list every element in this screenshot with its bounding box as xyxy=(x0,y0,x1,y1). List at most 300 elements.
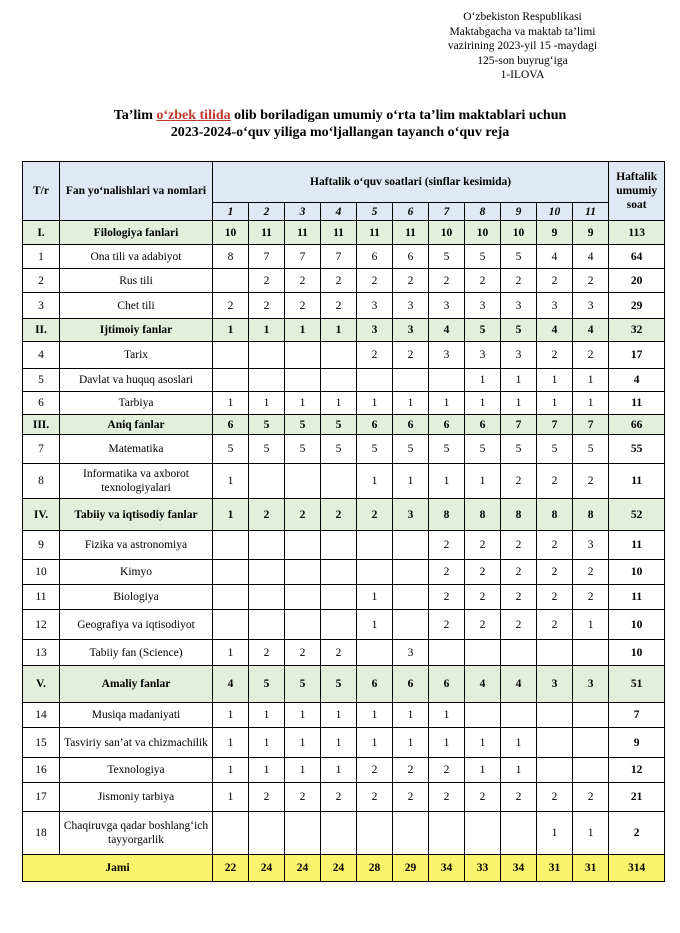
subject-row xyxy=(23,560,665,585)
hours-class-5: 3 xyxy=(357,293,393,319)
class-header-9: 9 xyxy=(501,203,537,221)
hours-class-1: 1 xyxy=(213,783,249,812)
subject-name: Informatika va axborot texnologiyalari xyxy=(60,464,213,499)
hours-class-2: 1 xyxy=(249,758,285,783)
hours-class-9: 1 xyxy=(501,369,537,392)
hours-class-9: 1 xyxy=(501,392,537,415)
hours-class-6: 6 xyxy=(393,415,429,435)
hours-class-3: 5 xyxy=(285,666,321,703)
hours-class-8: 5 xyxy=(465,319,501,342)
subject-name: Chaqiruvga qadar boshlang‘ich tayyorgarlik xyxy=(60,812,213,855)
hours-class-1: 2 xyxy=(213,293,249,319)
row-number: 3 xyxy=(23,293,60,319)
category-row xyxy=(23,319,665,342)
subject-name: Musiqa madaniyati xyxy=(60,703,213,728)
grand-total-class-10: 31 xyxy=(537,855,573,882)
hours-class-1: 1 xyxy=(213,464,249,499)
subject-name: Geografiya va iqtisodiyot xyxy=(60,610,213,640)
hours-class-3: 2 xyxy=(285,783,321,812)
hours-class-3 xyxy=(285,342,321,369)
hours-class-6: 3 xyxy=(393,293,429,319)
hours-class-3: 11 xyxy=(285,221,321,245)
header-num: T/r xyxy=(23,162,60,221)
grand-total-label: Jami xyxy=(23,855,213,882)
subject-row xyxy=(23,783,665,812)
hours-class-11 xyxy=(573,640,609,666)
hours-class-7: 2 xyxy=(429,758,465,783)
hours-class-5: 2 xyxy=(357,342,393,369)
hours-class-11: 4 xyxy=(573,319,609,342)
hours-class-4 xyxy=(321,369,357,392)
hours-class-3 xyxy=(285,560,321,585)
hours-class-10: 2 xyxy=(537,269,573,293)
hours-class-1 xyxy=(213,369,249,392)
hours-class-4: 2 xyxy=(321,269,357,293)
hours-class-11: 5 xyxy=(573,435,609,464)
row-number: IV. xyxy=(23,499,60,531)
hours-class-8: 1 xyxy=(465,369,501,392)
subject-name: Davlat va huquq asoslari xyxy=(60,369,213,392)
subject-row xyxy=(23,245,665,269)
hours-class-6: 1 xyxy=(393,703,429,728)
hours-class-8: 5 xyxy=(465,245,501,269)
hours-class-2: 7 xyxy=(249,245,285,269)
hours-class-1: 1 xyxy=(213,392,249,415)
row-number: 13 xyxy=(23,640,60,666)
hours-class-11 xyxy=(573,758,609,783)
hours-class-10: 1 xyxy=(537,392,573,415)
hours-class-10: 2 xyxy=(537,531,573,560)
hours-class-10: 1 xyxy=(537,812,573,855)
hours-class-10 xyxy=(537,728,573,758)
hours-class-6 xyxy=(393,369,429,392)
hours-class-1: 1 xyxy=(213,758,249,783)
row-number: III. xyxy=(23,415,60,435)
hours-class-8 xyxy=(465,640,501,666)
hours-class-6 xyxy=(393,610,429,640)
hours-class-5: 6 xyxy=(357,666,393,703)
hours-class-9: 3 xyxy=(501,293,537,319)
subject-row xyxy=(23,585,665,610)
hours-class-9: 5 xyxy=(501,319,537,342)
hours-class-1: 10 xyxy=(213,221,249,245)
hours-class-7: 2 xyxy=(429,531,465,560)
hours-class-1 xyxy=(213,560,249,585)
note-line-2: Maktabgacha va maktab ta’limi xyxy=(449,25,596,38)
hours-class-8 xyxy=(465,703,501,728)
hours-class-7: 2 xyxy=(429,783,465,812)
grand-total-class-7: 34 xyxy=(429,855,465,882)
hours-class-2: 5 xyxy=(249,666,285,703)
hours-class-7: 8 xyxy=(429,499,465,531)
hours-class-4 xyxy=(321,812,357,855)
hours-class-4: 5 xyxy=(321,666,357,703)
hours-class-2: 1 xyxy=(249,392,285,415)
hours-class-2 xyxy=(249,585,285,610)
note-line-5: 1-ILOVA xyxy=(500,69,545,81)
hours-class-11: 3 xyxy=(573,666,609,703)
hours-class-10: 1 xyxy=(537,369,573,392)
note-line-3: vazirining 2023-yil 15 -maydagi xyxy=(447,40,598,52)
weekly-total: 64 xyxy=(609,245,665,269)
hours-class-7: 5 xyxy=(429,245,465,269)
hours-class-2 xyxy=(249,342,285,369)
hours-class-7: 1 xyxy=(429,392,465,415)
row-number: 11 xyxy=(23,585,60,610)
hours-class-10: 2 xyxy=(537,560,573,585)
hours-class-5 xyxy=(357,531,393,560)
hours-class-4: 7 xyxy=(321,245,357,269)
hours-class-3: 1 xyxy=(285,703,321,728)
hours-class-7 xyxy=(429,369,465,392)
hours-class-5 xyxy=(357,560,393,585)
hours-class-3: 1 xyxy=(285,319,321,342)
hours-class-6: 2 xyxy=(393,783,429,812)
row-number: V. xyxy=(23,666,60,703)
hours-class-4: 5 xyxy=(321,435,357,464)
hours-class-2: 2 xyxy=(249,269,285,293)
hours-class-5 xyxy=(357,640,393,666)
hours-class-6: 2 xyxy=(393,342,429,369)
hours-class-6: 2 xyxy=(393,758,429,783)
hours-class-8: 10 xyxy=(465,221,501,245)
hours-class-3: 5 xyxy=(285,435,321,464)
class-header-1: 1 xyxy=(213,203,249,221)
hours-class-11: 2 xyxy=(573,783,609,812)
hours-class-5 xyxy=(357,812,393,855)
hours-class-6 xyxy=(393,560,429,585)
class-header-5: 5 xyxy=(357,203,393,221)
row-number: 2 xyxy=(23,269,60,293)
hours-class-10 xyxy=(537,703,573,728)
hours-class-4 xyxy=(321,585,357,610)
header-weekly-total: Haftalik umumiy soat xyxy=(609,162,665,221)
title-part-2: olib boriladigan umumiy o‘rta ta’lim maktablari uchun xyxy=(230,108,567,123)
subject-row xyxy=(23,342,665,369)
hours-class-8: 2 xyxy=(465,560,501,585)
order-reference-note xyxy=(420,10,625,83)
hours-class-8: 4 xyxy=(465,666,501,703)
hours-class-1: 4 xyxy=(213,666,249,703)
table-header-row xyxy=(23,162,665,203)
hours-class-7 xyxy=(429,640,465,666)
hours-class-8: 1 xyxy=(465,464,501,499)
hours-class-2: 1 xyxy=(249,728,285,758)
hours-class-8 xyxy=(465,812,501,855)
hours-class-7: 1 xyxy=(429,464,465,499)
category-row xyxy=(23,499,665,531)
hours-class-11: 9 xyxy=(573,221,609,245)
hours-class-1: 8 xyxy=(213,245,249,269)
weekly-total: 51 xyxy=(609,666,665,703)
hours-class-5: 11 xyxy=(357,221,393,245)
subject-name: Tasviriy san’at va chizmachilik xyxy=(60,728,213,758)
hours-class-1: 5 xyxy=(213,435,249,464)
subject-row xyxy=(23,703,665,728)
subject-name: Aniq fanlar xyxy=(60,415,213,435)
hours-class-9: 8 xyxy=(501,499,537,531)
grand-total-class-1: 22 xyxy=(213,855,249,882)
hours-class-7: 4 xyxy=(429,319,465,342)
hours-class-4: 2 xyxy=(321,293,357,319)
hours-class-4: 5 xyxy=(321,415,357,435)
hours-class-8: 8 xyxy=(465,499,501,531)
hours-class-1: 1 xyxy=(213,319,249,342)
hours-class-2 xyxy=(249,610,285,640)
row-number: 16 xyxy=(23,758,60,783)
weekly-total: 9 xyxy=(609,728,665,758)
hours-class-9: 2 xyxy=(501,464,537,499)
weekly-total: 21 xyxy=(609,783,665,812)
hours-class-10: 2 xyxy=(537,585,573,610)
hours-class-2: 2 xyxy=(249,499,285,531)
subject-name: Ijtimoiy fanlar xyxy=(60,319,213,342)
hours-class-5: 1 xyxy=(357,585,393,610)
grand-total-class-5: 28 xyxy=(357,855,393,882)
hours-class-2 xyxy=(249,560,285,585)
class-header-6: 6 xyxy=(393,203,429,221)
hours-class-11: 8 xyxy=(573,499,609,531)
hours-class-3: 2 xyxy=(285,269,321,293)
weekly-total: 10 xyxy=(609,610,665,640)
hours-class-7 xyxy=(429,812,465,855)
weekly-total: 66 xyxy=(609,415,665,435)
title-part-1: Ta’lim xyxy=(113,108,157,123)
hours-class-3 xyxy=(285,585,321,610)
row-number: I. xyxy=(23,221,60,245)
grand-total-class-2: 24 xyxy=(249,855,285,882)
subject-name: Tabiiy fan (Science) xyxy=(60,640,213,666)
hours-class-7: 2 xyxy=(429,560,465,585)
hours-class-1 xyxy=(213,531,249,560)
class-header-4: 4 xyxy=(321,203,357,221)
subject-row xyxy=(23,269,665,293)
hours-class-9: 5 xyxy=(501,435,537,464)
hours-class-11: 1 xyxy=(573,392,609,415)
row-number: 4 xyxy=(23,342,60,369)
hours-class-4 xyxy=(321,342,357,369)
hours-class-6 xyxy=(393,531,429,560)
hours-class-7: 2 xyxy=(429,269,465,293)
hours-class-4: 1 xyxy=(321,728,357,758)
hours-class-8: 2 xyxy=(465,531,501,560)
hours-class-8: 1 xyxy=(465,728,501,758)
hours-class-1: 1 xyxy=(213,499,249,531)
row-number: 12 xyxy=(23,610,60,640)
row-number: 1 xyxy=(23,245,60,269)
subject-name: Rus tili xyxy=(60,269,213,293)
hours-class-6: 1 xyxy=(393,392,429,415)
hours-class-10: 2 xyxy=(537,464,573,499)
hours-class-6: 11 xyxy=(393,221,429,245)
hours-class-1: 1 xyxy=(213,640,249,666)
subject-row xyxy=(23,464,665,499)
table-body xyxy=(23,221,665,882)
subject-name: Texnologiya xyxy=(60,758,213,783)
weekly-total: 55 xyxy=(609,435,665,464)
hours-class-9: 2 xyxy=(501,560,537,585)
hours-class-10: 3 xyxy=(537,666,573,703)
hours-class-8: 3 xyxy=(465,293,501,319)
hours-class-10: 4 xyxy=(537,245,573,269)
hours-class-8: 2 xyxy=(465,610,501,640)
hours-class-7: 2 xyxy=(429,585,465,610)
hours-class-2: 5 xyxy=(249,415,285,435)
hours-class-3: 2 xyxy=(285,499,321,531)
hours-class-8: 6 xyxy=(465,415,501,435)
hours-class-3: 2 xyxy=(285,640,321,666)
hours-class-4 xyxy=(321,464,357,499)
row-number: 9 xyxy=(23,531,60,560)
hours-class-9: 3 xyxy=(501,342,537,369)
hours-class-3 xyxy=(285,812,321,855)
hours-class-10 xyxy=(537,758,573,783)
hours-class-10: 7 xyxy=(537,415,573,435)
hours-class-5 xyxy=(357,369,393,392)
subject-name: Jismoniy tarbiya xyxy=(60,783,213,812)
weekly-total: 4 xyxy=(609,369,665,392)
subject-name: Kimyo xyxy=(60,560,213,585)
row-number: 8 xyxy=(23,464,60,499)
hours-class-2: 2 xyxy=(249,640,285,666)
hours-class-6: 3 xyxy=(393,319,429,342)
hours-class-5: 2 xyxy=(357,499,393,531)
subject-name: Chet tili xyxy=(60,293,213,319)
weekly-total: 7 xyxy=(609,703,665,728)
hours-class-2: 2 xyxy=(249,783,285,812)
hours-class-6: 2 xyxy=(393,269,429,293)
hours-class-3: 5 xyxy=(285,415,321,435)
hours-class-10: 4 xyxy=(537,319,573,342)
hours-class-1: 1 xyxy=(213,703,249,728)
row-number: II. xyxy=(23,319,60,342)
weekly-total: 52 xyxy=(609,499,665,531)
hours-class-9: 2 xyxy=(501,531,537,560)
subject-row xyxy=(23,293,665,319)
hours-class-9: 2 xyxy=(501,783,537,812)
hours-class-10: 5 xyxy=(537,435,573,464)
weekly-total: 2 xyxy=(609,812,665,855)
subject-name: Filologiya fanlari xyxy=(60,221,213,245)
hours-class-3 xyxy=(285,531,321,560)
hours-class-1 xyxy=(213,342,249,369)
subject-row xyxy=(23,758,665,783)
hours-class-4: 2 xyxy=(321,640,357,666)
hours-class-2 xyxy=(249,464,285,499)
subject-name: Amaliy fanlar xyxy=(60,666,213,703)
hours-class-3: 2 xyxy=(285,293,321,319)
row-number: 10 xyxy=(23,560,60,585)
hours-class-8: 2 xyxy=(465,585,501,610)
hours-class-4: 1 xyxy=(321,758,357,783)
row-number: 14 xyxy=(23,703,60,728)
header-subject-name: Fan yo‘nalishlari va nomlari xyxy=(60,162,213,221)
grand-total-class-4: 24 xyxy=(321,855,357,882)
hours-class-4 xyxy=(321,610,357,640)
hours-class-6: 1 xyxy=(393,464,429,499)
hours-class-9: 5 xyxy=(501,245,537,269)
document-title xyxy=(0,107,680,141)
hours-class-6: 3 xyxy=(393,640,429,666)
hours-class-8: 2 xyxy=(465,783,501,812)
hours-class-5: 1 xyxy=(357,703,393,728)
weekly-total: 12 xyxy=(609,758,665,783)
grand-total-class-6: 29 xyxy=(393,855,429,882)
hours-class-10: 2 xyxy=(537,610,573,640)
hours-class-11: 2 xyxy=(573,342,609,369)
hours-class-6 xyxy=(393,585,429,610)
hours-class-9 xyxy=(501,812,537,855)
class-header-11: 11 xyxy=(573,203,609,221)
hours-class-6: 6 xyxy=(393,666,429,703)
grand-total-class-9: 34 xyxy=(501,855,537,882)
hours-class-1 xyxy=(213,610,249,640)
hours-class-4 xyxy=(321,560,357,585)
class-header-10: 10 xyxy=(537,203,573,221)
hours-class-5: 6 xyxy=(357,415,393,435)
weekly-total: 11 xyxy=(609,531,665,560)
hours-class-11: 7 xyxy=(573,415,609,435)
row-number: 17 xyxy=(23,783,60,812)
subject-name: Fizika va astronomiya xyxy=(60,531,213,560)
title-line-1 xyxy=(0,107,680,124)
subject-row xyxy=(23,392,665,415)
class-header-7: 7 xyxy=(429,203,465,221)
weekly-total: 11 xyxy=(609,585,665,610)
hours-class-5: 1 xyxy=(357,728,393,758)
subject-row xyxy=(23,640,665,666)
row-number: 15 xyxy=(23,728,60,758)
grand-total-class-8: 33 xyxy=(465,855,501,882)
hours-class-7: 6 xyxy=(429,415,465,435)
hours-class-11: 1 xyxy=(573,610,609,640)
hours-class-4: 1 xyxy=(321,319,357,342)
row-number: 7 xyxy=(23,435,60,464)
hours-class-3: 7 xyxy=(285,245,321,269)
hours-class-10: 8 xyxy=(537,499,573,531)
hours-class-9: 2 xyxy=(501,610,537,640)
weekly-total: 113 xyxy=(609,221,665,245)
weekly-total: 11 xyxy=(609,392,665,415)
hours-class-10: 2 xyxy=(537,342,573,369)
hours-class-4: 1 xyxy=(321,703,357,728)
hours-class-1 xyxy=(213,812,249,855)
subject-row xyxy=(23,531,665,560)
subject-name: Matematika xyxy=(60,435,213,464)
hours-class-3 xyxy=(285,610,321,640)
hours-class-11: 2 xyxy=(573,560,609,585)
grand-total-class-3: 24 xyxy=(285,855,321,882)
weekly-total: 32 xyxy=(609,319,665,342)
hours-class-2: 11 xyxy=(249,221,285,245)
hours-class-2 xyxy=(249,531,285,560)
grand-total-row xyxy=(23,855,665,882)
hours-class-7: 1 xyxy=(429,703,465,728)
hours-class-11 xyxy=(573,728,609,758)
hours-class-11: 4 xyxy=(573,245,609,269)
hours-class-2 xyxy=(249,369,285,392)
class-header-8: 8 xyxy=(465,203,501,221)
hours-class-9: 1 xyxy=(501,728,537,758)
hours-class-7: 2 xyxy=(429,610,465,640)
hours-class-4: 11 xyxy=(321,221,357,245)
hours-class-1 xyxy=(213,585,249,610)
hours-class-7: 5 xyxy=(429,435,465,464)
hours-class-11: 1 xyxy=(573,812,609,855)
grand-total-value: 314 xyxy=(609,855,665,882)
hours-class-8: 1 xyxy=(465,392,501,415)
note-line-4: 125-son buyrug‘iga xyxy=(477,54,568,67)
